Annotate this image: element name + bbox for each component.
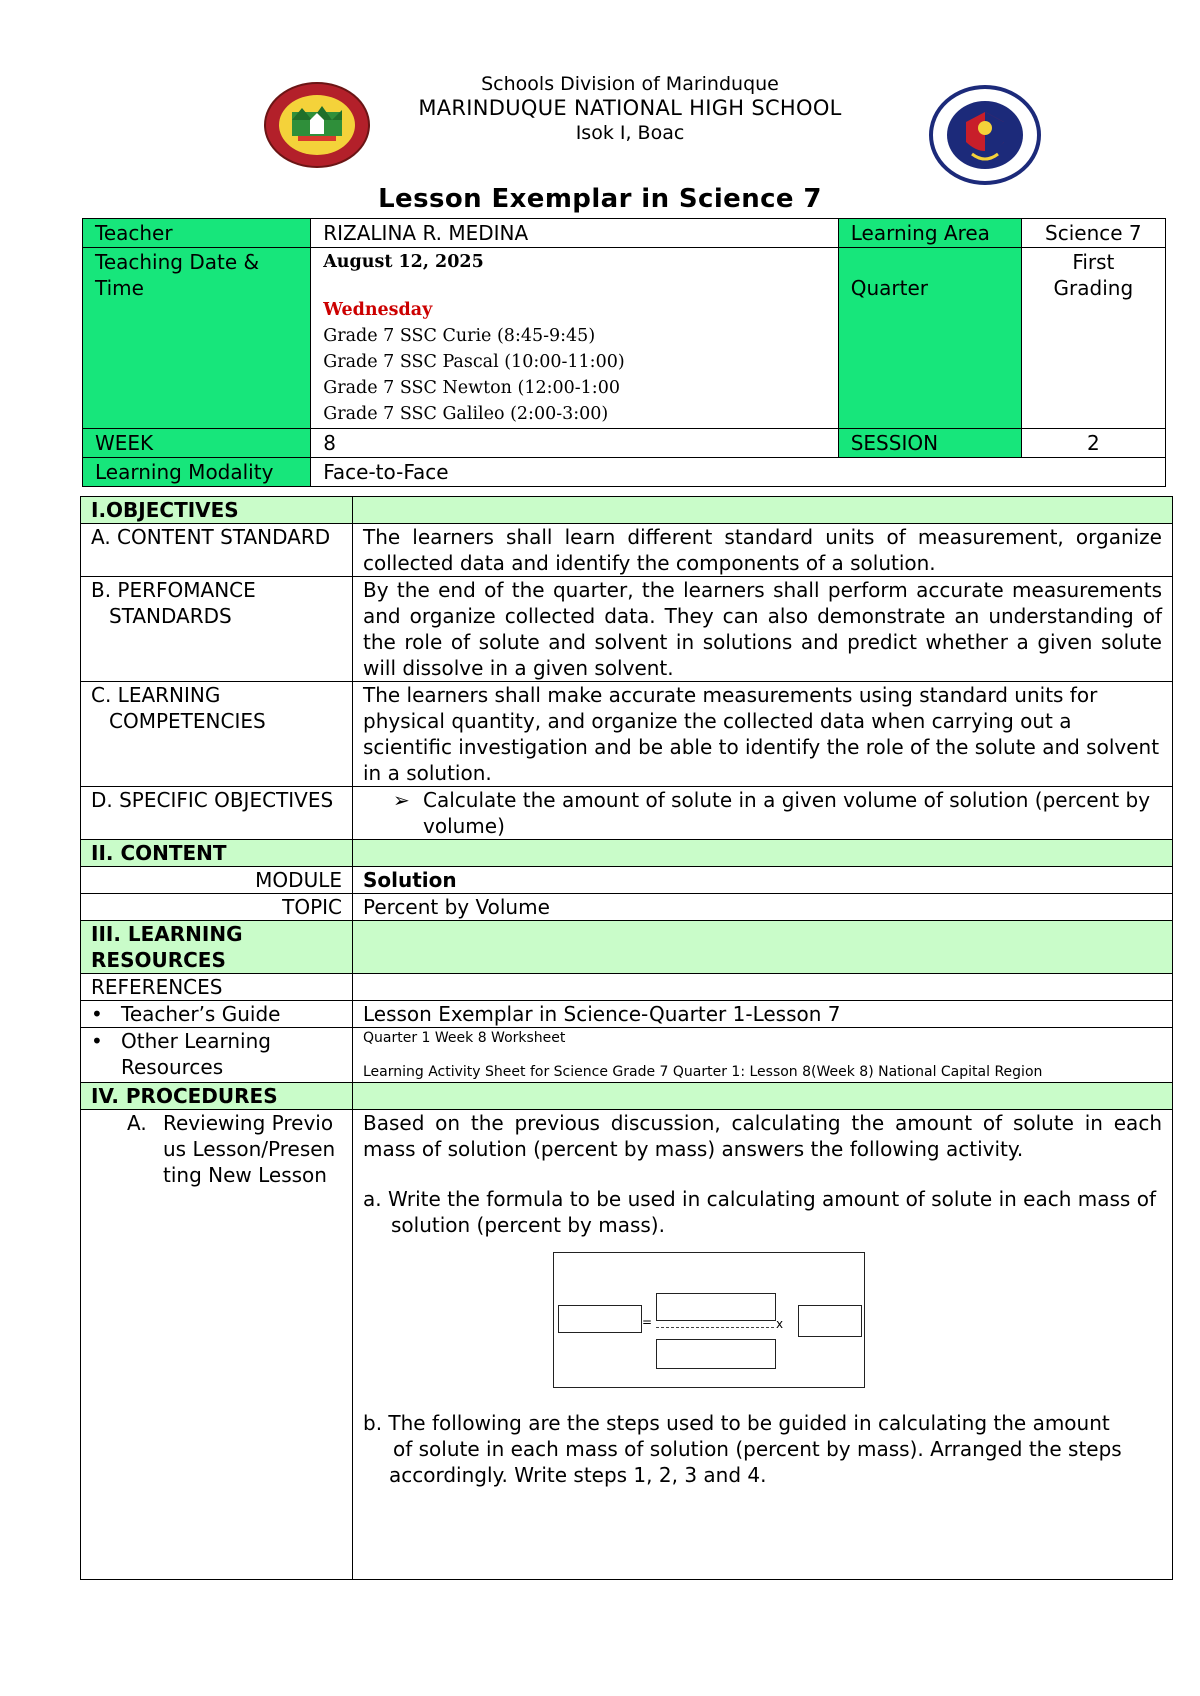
division-name: Schools Division of Marinduque xyxy=(481,73,779,95)
school-address: Isok I, Boac xyxy=(575,122,685,144)
formula-factor-box xyxy=(798,1305,862,1337)
bullet-icon: • xyxy=(91,1029,103,1053)
learning-competencies-text: The learners shall make accurate measurements using standard units for physical quantity, and organize the collected data when carrying out a scientific investigation and be able to identify the role of the solute and solvent in a solution. xyxy=(353,682,1173,787)
procedure-item-b-line-1: b. The following are the steps used to be guided in calculating the amount xyxy=(363,1411,1110,1435)
formula-equals-sign: = xyxy=(642,1315,653,1329)
quarter-label-text: Quarter xyxy=(850,276,928,300)
teaching-date-value: August 12, 2025 xyxy=(323,252,484,272)
procedure-item-a: a. Write the formula to be used in calculating amount of solute in each mass of solution (percent by mass). xyxy=(363,1187,1156,1237)
table-row xyxy=(81,1083,1173,1110)
content-standard-text: The learners shall learn different standard units of measurement, organize collected data and identify the components of a solution. xyxy=(353,524,1173,577)
teaching-date-cell xyxy=(311,248,839,429)
references-fill xyxy=(353,974,1173,1001)
table-row xyxy=(81,840,1173,867)
table-row xyxy=(81,921,1173,974)
bullet-icon: • xyxy=(91,1002,103,1026)
table-row xyxy=(81,497,1173,524)
activity-sheet-reference: Learning Activity Sheet for Science Grade 7 Quarter 1: Lesson 8(Week 8) National Capital Region xyxy=(363,1064,1043,1080)
section-schedule: Grade 7 SSC Galileo (2:00-3:00) xyxy=(323,404,609,424)
learning-area-value: Science 7 xyxy=(1021,219,1165,248)
resources-heading: III. LEARNING RESOURCES xyxy=(81,921,353,974)
lesson-info-table xyxy=(82,218,1166,487)
content-standard-label: A. CONTENT STANDARD xyxy=(81,524,353,577)
specific-objectives-cell xyxy=(353,787,1173,840)
formula-result-box xyxy=(558,1305,642,1333)
content-heading: II. CONTENT xyxy=(81,840,353,867)
performance-standards-label: B. PERFOMANCE STANDARDS xyxy=(81,577,353,682)
specific-objectives-label: D. SPECIFIC OBJECTIVES xyxy=(81,787,353,840)
resources-heading-fill xyxy=(353,921,1173,974)
learning-competencies-label: C. LEARNING COMPETENCIES xyxy=(81,682,353,787)
teaching-day: Wednesday xyxy=(323,300,433,320)
teacher-label: Teacher xyxy=(83,219,311,248)
table-row xyxy=(83,458,1166,487)
quarter-value: First Grading xyxy=(1021,248,1165,429)
arrow-bullet-icon: ➢ xyxy=(393,788,410,812)
session-label: SESSION xyxy=(838,429,1021,458)
procedure-item-b-line-3: accordingly. Write steps 1, 2, 3 and 4. xyxy=(389,1463,767,1487)
table-row xyxy=(83,248,1166,429)
section-schedule: Grade 7 SSC Curie (8:45-9:45) xyxy=(323,326,596,346)
table-row xyxy=(81,524,1173,577)
section-schedule: Grade 7 SSC Pascal (10:00-11:00) xyxy=(323,352,625,372)
procedures-heading-fill xyxy=(353,1083,1173,1110)
table-row xyxy=(81,867,1173,894)
procedure-a-content xyxy=(353,1110,1173,1580)
week-label: WEEK xyxy=(83,429,311,458)
teachers-guide-value: Lesson Exemplar in Science-Quarter 1-Lesson 7 xyxy=(353,1001,1173,1028)
procedure-item-b-line-2: of solute in each mass of solution (percent by mass). Arranged the steps xyxy=(393,1437,1122,1461)
table-row xyxy=(83,219,1166,248)
learning-area-label: Learning Area xyxy=(838,219,1021,248)
modality-label: Learning Modality xyxy=(83,458,311,487)
procedure-a-title: Reviewing Previous Lesson/Presenting New Lesson xyxy=(163,1111,336,1187)
objectives-heading-fill xyxy=(353,497,1173,524)
table-row xyxy=(81,682,1173,787)
other-resources-label: Other Learning Resources xyxy=(121,1029,271,1079)
other-resources-cell xyxy=(81,1028,353,1083)
teachers-guide-label: Teacher’s Guide xyxy=(121,1002,281,1026)
references-label: REFERENCES xyxy=(81,974,353,1001)
table-row xyxy=(81,787,1173,840)
lesson-plan-table xyxy=(80,496,1173,1580)
content-heading-fill xyxy=(353,840,1173,867)
teacher-value: RIZALINA R. MEDINA xyxy=(311,219,839,248)
objectives-heading: I.OBJECTIVES xyxy=(81,497,353,524)
document-title: Lesson Exemplar in Science 7 xyxy=(378,184,822,214)
formula-multiply-sign: x xyxy=(776,1317,784,1331)
modality-value: Face-to-Face xyxy=(311,458,1166,487)
table-row xyxy=(81,974,1173,1001)
week-value: 8 xyxy=(311,429,839,458)
teachers-guide-cell xyxy=(81,1001,353,1028)
specific-objective-text: Calculate the amount of solute in a given volume of solution (percent by volume) xyxy=(423,788,1151,838)
table-row xyxy=(81,894,1173,921)
formula-denominator-box xyxy=(656,1339,776,1369)
other-resources-value xyxy=(353,1028,1173,1083)
school-header xyxy=(330,72,930,145)
list-item xyxy=(363,787,1162,839)
performance-standards-text: By the end of the quarter, the learners shall perform accurate measurements and organize collected data. They can also demonstrate an understanding of the role of solute and solvent in solutions and predict whether a given solute will dissolve in a given solvent. xyxy=(353,577,1173,682)
school-name: MARINDUQUE NATIONAL HIGH SCHOOL xyxy=(418,96,842,120)
table-row xyxy=(81,1110,1173,1580)
topic-value: Percent by Volume xyxy=(353,894,1173,921)
worksheet-reference: Quarter 1 Week 8 Worksheet xyxy=(363,1030,566,1046)
formula-diagram xyxy=(553,1252,865,1388)
module-value: Solution xyxy=(353,867,1173,894)
teaching-date-label: Teaching Date & Time xyxy=(83,248,311,429)
procedure-a-letter: A. xyxy=(127,1111,147,1135)
formula-fraction-line xyxy=(656,1327,774,1328)
procedure-intro: Based on the previous discussion, calculating the amount of solute in each mass of solution (percent by mass) answers the following activity. xyxy=(363,1111,1162,1161)
table-row xyxy=(81,577,1173,682)
table-row xyxy=(81,1028,1173,1083)
formula-numerator-box xyxy=(656,1293,776,1321)
table-row xyxy=(83,429,1166,458)
procedure-a-label-cell xyxy=(81,1110,353,1580)
procedures-heading: IV. PROCEDURES xyxy=(81,1083,353,1110)
deped-seal-logo xyxy=(928,84,1042,186)
session-value: 2 xyxy=(1021,429,1165,458)
topic-label: TOPIC xyxy=(81,894,353,921)
module-label: MODULE xyxy=(81,867,353,894)
quarter-label xyxy=(838,248,1021,429)
section-schedule: Grade 7 SSC Newton (12:00-1:00 xyxy=(323,378,620,398)
table-row xyxy=(81,1001,1173,1028)
